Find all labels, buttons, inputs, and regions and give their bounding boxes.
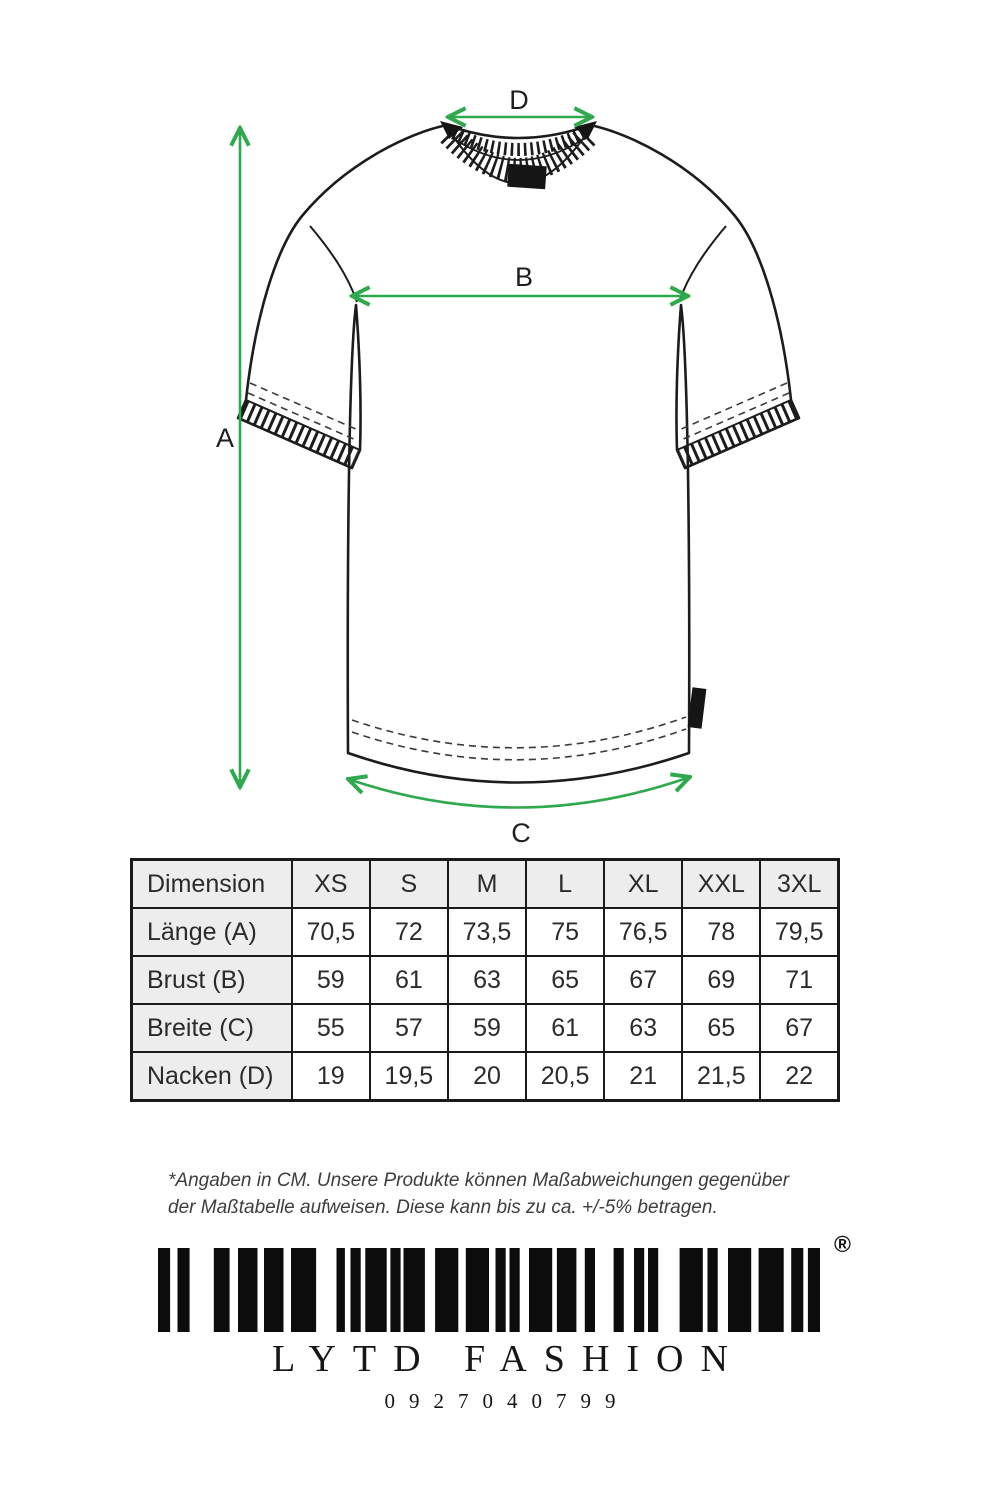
disclaimer-line-2: der Maßtabelle aufweisen. Diese kann bis zu ca. +/-5% betragen. bbox=[168, 1196, 718, 1218]
size-value-cell: 63 bbox=[604, 1004, 682, 1052]
barcode-bar bbox=[680, 1248, 703, 1332]
brand-name: LYTD FASHION bbox=[272, 1338, 745, 1380]
barcode-bar bbox=[404, 1248, 425, 1332]
barcode-bar bbox=[634, 1248, 644, 1332]
size-value-cell: 55 bbox=[292, 1004, 370, 1052]
column-header-dimension: Dimension bbox=[132, 860, 292, 909]
barcode-bar bbox=[390, 1248, 400, 1332]
column-header-size: M bbox=[448, 860, 526, 909]
size-value-cell: 20,5 bbox=[526, 1052, 604, 1101]
barcode-bar bbox=[510, 1248, 520, 1332]
neck-label bbox=[507, 164, 547, 190]
size-value-cell: 72 bbox=[370, 908, 448, 956]
barcode-bar bbox=[585, 1248, 595, 1332]
size-value-cell: 20 bbox=[448, 1052, 526, 1101]
barcode-bar bbox=[529, 1248, 552, 1332]
size-value-cell: 19,5 bbox=[370, 1052, 448, 1101]
size-value-cell: 65 bbox=[682, 1004, 760, 1052]
barcode-bar bbox=[291, 1248, 316, 1332]
column-header-size: XL bbox=[604, 860, 682, 909]
barcode-bar bbox=[728, 1248, 751, 1332]
size-value-cell: 73,5 bbox=[448, 908, 526, 956]
table-row bbox=[132, 956, 839, 1004]
barcode-bar bbox=[648, 1248, 658, 1332]
size-value-cell: 67 bbox=[604, 956, 682, 1004]
dimension-label-a: A bbox=[215, 423, 235, 453]
barcode-bar bbox=[614, 1248, 624, 1332]
size-value-cell: 59 bbox=[448, 1004, 526, 1052]
row-label: Nacken (D) bbox=[132, 1052, 292, 1101]
barcode-bar bbox=[557, 1248, 577, 1332]
size-value-cell: 57 bbox=[370, 1004, 448, 1052]
size-value-cell: 75 bbox=[526, 908, 604, 956]
size-value-cell: 65 bbox=[526, 956, 604, 1004]
barcode-bar bbox=[337, 1248, 345, 1332]
size-value-cell: 71 bbox=[760, 956, 838, 1004]
column-header-size: XXL bbox=[682, 860, 760, 909]
barcode-bar bbox=[791, 1248, 803, 1332]
barcode-bar bbox=[351, 1248, 361, 1332]
barcode-bar bbox=[708, 1248, 718, 1332]
registered-trademark-symbol: ® bbox=[834, 1231, 851, 1257]
tshirt-outline bbox=[238, 125, 799, 783]
barcode-bar bbox=[808, 1248, 820, 1332]
column-header-size: 3XL bbox=[760, 860, 838, 909]
dimension-label-d: D bbox=[509, 85, 529, 115]
barcode-bar bbox=[759, 1248, 784, 1332]
dimension-label-b: B bbox=[514, 262, 534, 292]
size-value-cell: 61 bbox=[370, 956, 448, 1004]
barcode bbox=[158, 1248, 820, 1332]
column-header-size: L bbox=[526, 860, 604, 909]
barcode-bar bbox=[466, 1248, 489, 1332]
row-label: Länge (A) bbox=[132, 908, 292, 956]
row-label: Brust (B) bbox=[132, 956, 292, 1004]
row-label: Breite (C) bbox=[132, 1004, 292, 1052]
size-value-cell: 59 bbox=[292, 956, 370, 1004]
size-value-cell: 19 bbox=[292, 1052, 370, 1101]
dimension-label-c: C bbox=[511, 818, 531, 848]
size-value-cell: 22 bbox=[760, 1052, 838, 1101]
size-value-cell: 70,5 bbox=[292, 908, 370, 956]
size-table bbox=[130, 858, 840, 1102]
barcode-bar bbox=[496, 1248, 506, 1332]
table-row bbox=[132, 908, 839, 956]
disclaimer-note bbox=[168, 1168, 789, 1221]
barcode-bar bbox=[264, 1248, 284, 1332]
barcode-bar bbox=[238, 1248, 258, 1332]
barcode-bar bbox=[365, 1248, 386, 1332]
size-value-cell: 21 bbox=[604, 1052, 682, 1101]
size-value-cell: 79,5 bbox=[760, 908, 838, 956]
table-header-row bbox=[132, 860, 839, 909]
table-row bbox=[132, 1004, 839, 1052]
size-value-cell: 21,5 bbox=[682, 1052, 760, 1101]
column-header-size: S bbox=[370, 860, 448, 909]
barcode-bar bbox=[214, 1248, 230, 1332]
size-value-cell: 78 bbox=[682, 908, 760, 956]
size-table-section bbox=[130, 858, 840, 1102]
disclaimer-line-1: *Angaben in CM. Unsere Produkte können Maßabweichungen gegenüber bbox=[168, 1170, 790, 1191]
size-value-cell: 63 bbox=[448, 956, 526, 1004]
size-value-cell: 61 bbox=[526, 1004, 604, 1052]
barcode-bar bbox=[158, 1248, 170, 1332]
size-value-cell: 69 bbox=[682, 956, 760, 1004]
size-value-cell: 76,5 bbox=[604, 908, 682, 956]
column-header-size: XS bbox=[292, 860, 370, 909]
barcode-bar bbox=[435, 1248, 458, 1332]
size-value-cell: 67 bbox=[760, 1004, 838, 1052]
barcode-digits: 0927040799 bbox=[384, 1389, 630, 1413]
table-row bbox=[132, 1052, 839, 1101]
barcode-bar bbox=[178, 1248, 190, 1332]
